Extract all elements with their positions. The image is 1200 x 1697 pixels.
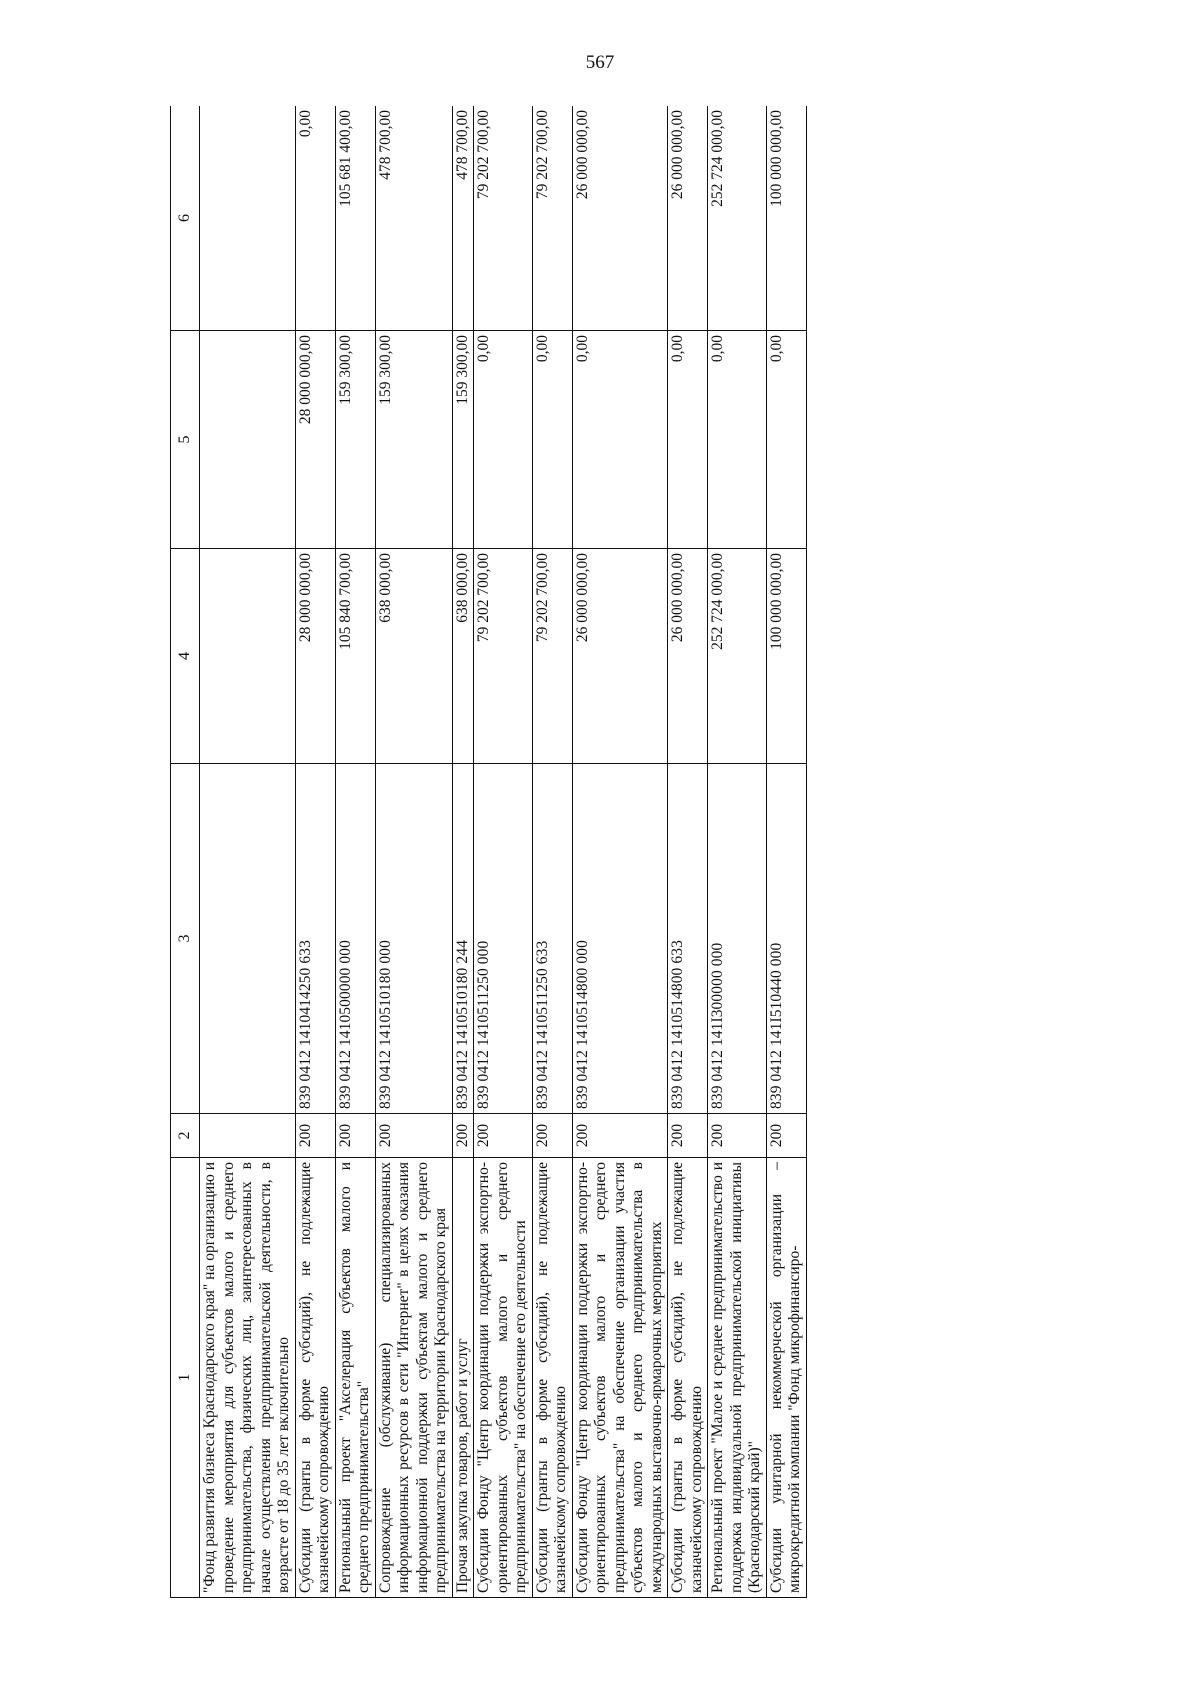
row-name: Субсидии Фонду "Центр координации поддержки экспортно-ориентированных субъектов малого и среднего предпринимательства" на обеспечение организации участия субъектов малого и среднего предпринимательства в международных выставочно-ярмарочных мероприятиях bbox=[572, 1158, 668, 1598]
row-code: 839 0412 1410514800 000 bbox=[572, 764, 668, 1114]
row-value-5: 159 300,00 bbox=[375, 331, 452, 549]
row-value-5: 0,00 bbox=[474, 331, 533, 549]
row-code: 839 0412 1410500000 000 bbox=[335, 764, 375, 1114]
rotated-table-frame bbox=[170, 106, 1057, 1598]
table-body bbox=[200, 106, 807, 1598]
row-type: 200 bbox=[474, 1114, 533, 1158]
page-number: 567 bbox=[585, 52, 615, 73]
row-type: 200 bbox=[708, 1114, 767, 1158]
row-value-5 bbox=[200, 331, 296, 549]
row-code: 839 0412 141I510440 000 bbox=[766, 764, 806, 1114]
table-row bbox=[335, 106, 375, 1598]
header-col-3: 3 bbox=[171, 764, 200, 1114]
row-value-6: 478 700,00 bbox=[375, 106, 452, 331]
row-type: 200 bbox=[452, 1114, 474, 1158]
header-col-2: 2 bbox=[171, 1114, 200, 1158]
row-value-6: 105 681 400,00 bbox=[335, 106, 375, 331]
row-name: Субсидии унитарной некоммерческой организации – микрокредитной компании "Фонд микрофинансиро- bbox=[766, 1158, 806, 1598]
row-name: Субсидии (гранты в форме субсидий), не подлежащие казначейскому сопровождению bbox=[295, 1158, 335, 1598]
row-code: 839 0412 1410511250 000 bbox=[474, 764, 533, 1114]
row-type: 200 bbox=[766, 1114, 806, 1158]
header-col-5: 5 bbox=[171, 331, 200, 549]
row-name: Прочая закупка товаров, работ и услуг bbox=[452, 1158, 474, 1598]
row-value-6: 79 202 700,00 bbox=[474, 106, 533, 331]
table-row bbox=[532, 106, 572, 1598]
table-row bbox=[668, 106, 708, 1598]
row-value-4: 252 724 000,00 bbox=[708, 549, 767, 764]
row-value-4: 638 000,00 bbox=[375, 549, 452, 764]
row-value-6: 26 000 000,00 bbox=[572, 106, 668, 331]
row-name: Субсидии Фонду "Центр координации поддержки экспортно-ориентированных субъектов малого и среднего предпринимательства" на обеспечение его деятельности bbox=[474, 1158, 533, 1598]
row-name: Субсидии (гранты в форме субсидий), не подлежащие казначейскому сопровождению bbox=[668, 1158, 708, 1598]
header-row bbox=[171, 106, 200, 1598]
row-value-4: 638 000,00 bbox=[452, 549, 474, 764]
row-value-5: 28 000 000,00 bbox=[295, 331, 335, 549]
row-value-5: 0,00 bbox=[572, 331, 668, 549]
row-value-6: 79 202 700,00 bbox=[532, 106, 572, 331]
row-name: Субсидии (гранты в форме субсидий), не подлежащие казначейскому сопровождению bbox=[532, 1158, 572, 1598]
header-col-1: 1 bbox=[171, 1158, 200, 1598]
row-name: Региональный проект "Акселерация субъектов малого и среднего предпринимательства" bbox=[335, 1158, 375, 1598]
row-code: 839 0412 1410514800 633 bbox=[668, 764, 708, 1114]
header-col-6: 6 bbox=[171, 106, 200, 331]
row-value-4 bbox=[200, 549, 296, 764]
row-value-6: 100 000 000,00 bbox=[766, 106, 806, 331]
row-code: 839 0412 1410511250 633 bbox=[532, 764, 572, 1114]
table-container bbox=[170, 106, 1057, 1598]
row-value-6: 478 700,00 bbox=[452, 106, 474, 331]
row-value-5: 159 300,00 bbox=[452, 331, 474, 549]
row-code: 839 0412 1410414250 633 bbox=[295, 764, 335, 1114]
table-row bbox=[375, 106, 452, 1598]
header-col-4: 4 bbox=[171, 549, 200, 764]
row-value-4: 105 840 700,00 bbox=[335, 549, 375, 764]
row-value-5: 0,00 bbox=[532, 331, 572, 549]
row-type: 200 bbox=[668, 1114, 708, 1158]
row-value-4: 79 202 700,00 bbox=[474, 549, 533, 764]
row-type: 200 bbox=[295, 1114, 335, 1158]
row-value-4: 100 000 000,00 bbox=[766, 549, 806, 764]
row-code: 839 0412 141I300000 000 bbox=[708, 764, 767, 1114]
row-value-5: 0,00 bbox=[766, 331, 806, 549]
row-type: 200 bbox=[335, 1114, 375, 1158]
table-row bbox=[572, 106, 668, 1598]
row-value-5: 0,00 bbox=[668, 331, 708, 549]
row-value-6: 0,00 bbox=[295, 106, 335, 331]
row-type: 200 bbox=[532, 1114, 572, 1158]
table-row bbox=[200, 106, 296, 1598]
row-value-4: 28 000 000,00 bbox=[295, 549, 335, 764]
row-value-6: 26 000 000,00 bbox=[668, 106, 708, 331]
table-row bbox=[474, 106, 533, 1598]
table-row bbox=[766, 106, 806, 1598]
row-value-4: 79 202 700,00 bbox=[532, 549, 572, 764]
row-code: 839 0412 1410510180 000 bbox=[375, 764, 452, 1114]
row-value-5: 0,00 bbox=[708, 331, 767, 549]
row-value-4: 26 000 000,00 bbox=[668, 549, 708, 764]
row-value-6 bbox=[200, 106, 296, 331]
table-row bbox=[295, 106, 335, 1598]
row-code: 839 0412 1410510180 244 bbox=[452, 764, 474, 1114]
budget-table bbox=[170, 106, 807, 1598]
row-type: 200 bbox=[572, 1114, 668, 1158]
row-code bbox=[200, 764, 296, 1114]
row-name: "Фонд развития бизнеса Краснодарского края" на организацию и проведение мероприятия для субъектов малого и среднего предпринимательства, физических лиц, заинтересованных в начале осуществления предпринимательской деятельности, в возрасте от 18 до 35 лет включительно bbox=[200, 1158, 296, 1598]
table-row bbox=[708, 106, 767, 1598]
row-type bbox=[200, 1114, 296, 1158]
row-type: 200 bbox=[375, 1114, 452, 1158]
table-row bbox=[452, 106, 474, 1598]
row-name: Региональный проект "Малое и среднее предпринимательство и поддержка индивидуальной предпринимательской инициативы (Краснодарский край)" bbox=[708, 1158, 767, 1598]
row-value-4: 26 000 000,00 bbox=[572, 549, 668, 764]
row-name: Сопровождение (обслуживание) специализированных информационных ресурсов в сети "Интернет" в целях оказания информационной поддержки субъектам малого и среднего предпринимательства на территории Краснодарского края bbox=[375, 1158, 452, 1598]
row-value-5: 159 300,00 bbox=[335, 331, 375, 549]
row-value-6: 252 724 000,00 bbox=[708, 106, 767, 331]
